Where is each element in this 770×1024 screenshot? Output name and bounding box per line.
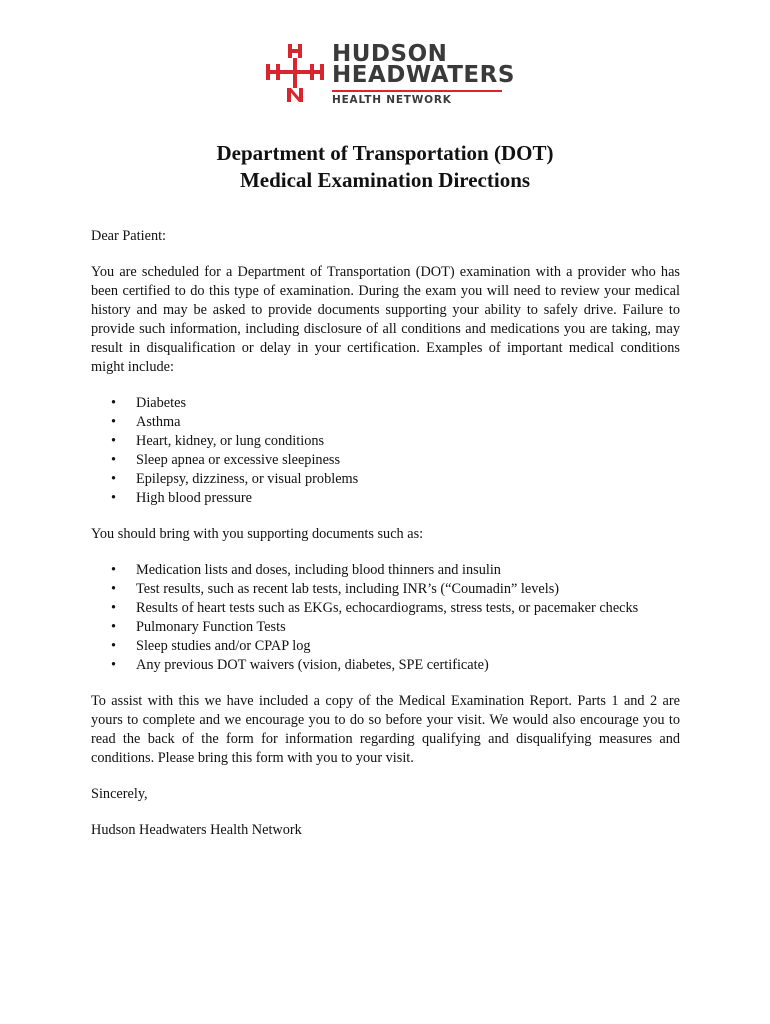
list-item: • Sleep apnea or excessive sleepiness <box>111 452 341 468</box>
intro-paragraph: You are scheduled for a Department of Transportation (DOT) examination with a provider who has been certified to do this type of examination. During the exam you will need to review your medical history and may be asked to provide documents supporting your ability to safely drive. Failure to provide such information, including disclosure of all conditions and medications you are taking, may result in disqualification or delay in your certification. Examples of important medical conditions might include: <box>91 264 680 375</box>
hudson-headwaters-logo <box>266 41 515 106</box>
logo-divider <box>332 90 502 92</box>
documents-intro: You should bring with you supporting documents such as: <box>91 526 424 542</box>
greeting: Dear Patient: <box>91 228 167 244</box>
title-line-1: Department of Transportation (DOT) <box>216 141 554 165</box>
list-item: • Heart, kidney, or lung conditions <box>111 433 325 449</box>
list-item: • Results of heart tests such as EKGs, echocardiograms, stress tests, or pacemaker checks <box>111 600 639 616</box>
logo-cross-hn-icon <box>266 44 324 102</box>
list-item: • High blood pressure <box>111 490 252 506</box>
list-item: • Medication lists and doses, including blood thinners and insulin <box>111 562 501 578</box>
list-item: • Asthma <box>111 414 181 430</box>
letter-body <box>91 227 680 840</box>
logo-wordmark <box>332 41 515 107</box>
list-item: • Test results, such as recent lab tests, including INR’s (“Coumadin” levels) <box>111 581 560 597</box>
signoff: Sincerely, <box>91 786 148 802</box>
logo-line-health-network: HEALTH NETWORK <box>332 94 452 106</box>
list-item: • Diabetes <box>111 395 187 411</box>
list-item: • Any previous DOT waivers (vision, diabetes, SPE certificate) <box>111 657 489 673</box>
signature: Hudson Headwaters Health Network <box>91 822 302 838</box>
list-item: • Sleep studies and/or CPAP log <box>111 638 311 654</box>
closing-paragraph: To assist with this we have included a copy of the Medical Examination Report. Parts 1 and 2 are yours to complete and we encourage you to do so before your visit. We would also encourage you to read the back of the form for information regarding qualifying and disqualifying measures and conditions. Please bring this form with you to your visit. <box>91 693 680 766</box>
logo-line-headwaters: HEADWATERS <box>332 62 515 88</box>
conditions-list <box>91 394 680 508</box>
page-title <box>0 140 770 194</box>
title-line-2: Medical Examination Directions <box>239 168 531 192</box>
list-item: • Pulmonary Function Tests <box>111 619 286 635</box>
logo-line-hudson: HUDSON <box>332 41 448 67</box>
documents-list <box>91 561 680 675</box>
list-item: • Epilepsy, dizziness, or visual problems <box>111 471 359 487</box>
